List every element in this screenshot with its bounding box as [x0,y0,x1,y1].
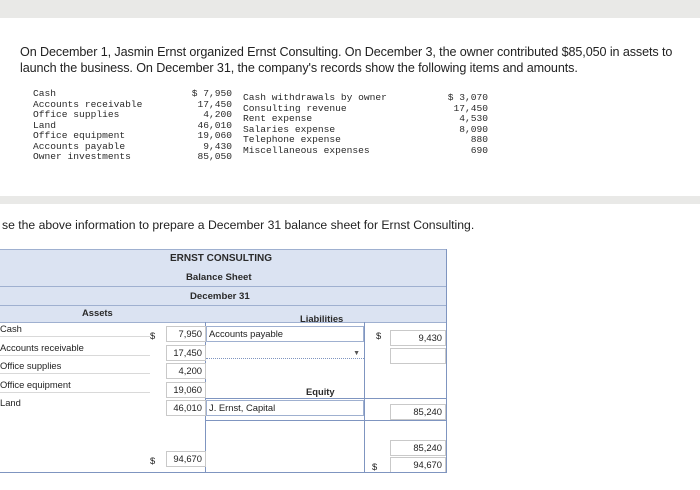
asset-label: Office equipment [0,379,71,390]
row-divider [0,336,150,337]
right-item-amounts [430,93,488,156]
sheet-title-row [0,268,446,287]
item-amount: 880 [470,134,488,145]
asset-label: Cash [0,323,22,334]
item-amount: 85,050 [197,151,232,162]
problem-intro: On December 1, Jasmin Ernst organized Ernst Consulting. On December 3, the owner contributed $85,050 in assets to launch the business. On December 31, the company's records show the following items and amounts. [20,45,673,75]
sheet-date-row [0,287,446,306]
item-amount: 17,450 [197,98,232,110]
item-amount: 19,060 [197,130,232,141]
item-name: Office supplies [33,109,120,120]
worksheet-panel [0,204,700,490]
equity-value-input[interactable]: 85,240 [390,404,446,420]
left-item-amounts [180,89,232,163]
liability-dropdown[interactable] [206,348,364,359]
asset-label: Land [0,397,21,408]
total-assets-value[interactable]: 94,670 [166,451,206,467]
asset-value-input[interactable]: 7,950 [166,326,206,342]
liabilities-header: Liabilities [300,313,344,324]
item-amount: 690 [470,144,488,156]
item-name: Salaries expense [243,123,336,135]
item-name: Land [33,119,57,131]
asset-value-input[interactable]: 17,450 [166,345,206,361]
item-amount: $ 7,950 [191,88,232,99]
assets-header: Assets [82,307,113,318]
total-liabilities-equity-value[interactable]: 94,670 [390,457,446,473]
asset-label: Accounts receivable [0,342,84,353]
item-name: Consulting revenue [243,102,347,114]
liability-value-input[interactable]: 9,430 [390,330,446,346]
item-amount: $ 3,070 [447,92,488,103]
item-amount: 17,450 [453,102,488,114]
asset-value-input[interactable]: 46,010 [166,400,206,416]
sheet-section-row [0,306,446,323]
item-amount: 4,530 [459,113,488,124]
left-item-names [33,89,173,163]
row-divider [206,398,446,399]
right-item-names [243,93,423,156]
dollar-sign: $ [150,330,156,341]
asset-value-input[interactable]: 4,200 [166,363,206,379]
item-name: Telephone expense [243,134,341,145]
equity-header: Equity [306,386,335,397]
item-name: Accounts payable [33,140,126,152]
item-name: Cash withdrawals by owner [243,92,387,103]
sheet-title: Balance Sheet [186,272,252,283]
item-name: Office equipment [33,130,126,141]
item-name: Cash [33,88,57,99]
equity-label-input[interactable]: J. Ernst, Capital [206,400,364,416]
dollar-sign: $ [372,461,378,472]
item-name: Rent expense [243,113,313,124]
row-divider [206,420,446,421]
asset-value-input[interactable]: 19,060 [166,382,206,398]
liability-label-input[interactable]: Accounts payable [206,326,364,342]
row-divider [0,373,150,374]
item-amount: 46,010 [197,119,232,131]
company-name: ERNST CONSULTING [170,253,273,264]
column-divider [364,322,365,472]
dollar-sign: $ [150,455,156,466]
row-divider [0,392,150,393]
item-amount: 9,430 [203,140,232,152]
sheet-company-row [0,249,446,269]
asset-label: Office supplies [0,360,62,371]
chevron-down-icon: ▼ [353,350,360,357]
item-name: Miscellaneous expenses [243,144,370,156]
row-divider [0,355,150,356]
dollar-sign: $ [376,330,382,341]
column-divider [446,249,447,472]
item-name: Owner investments [33,151,131,162]
table-bottom-border [0,472,447,473]
item-name: Accounts receivable [33,98,143,110]
sheet-date: December 31 [190,291,250,302]
total-equity-value[interactable]: 85,240 [390,440,446,456]
liability-value-input[interactable] [390,348,446,364]
item-amount: 8,090 [459,123,488,135]
instruction-text: se the above information to prepare a December 31 balance sheet for Ernst Consulting. [2,218,475,232]
item-amount: 4,200 [203,109,232,120]
